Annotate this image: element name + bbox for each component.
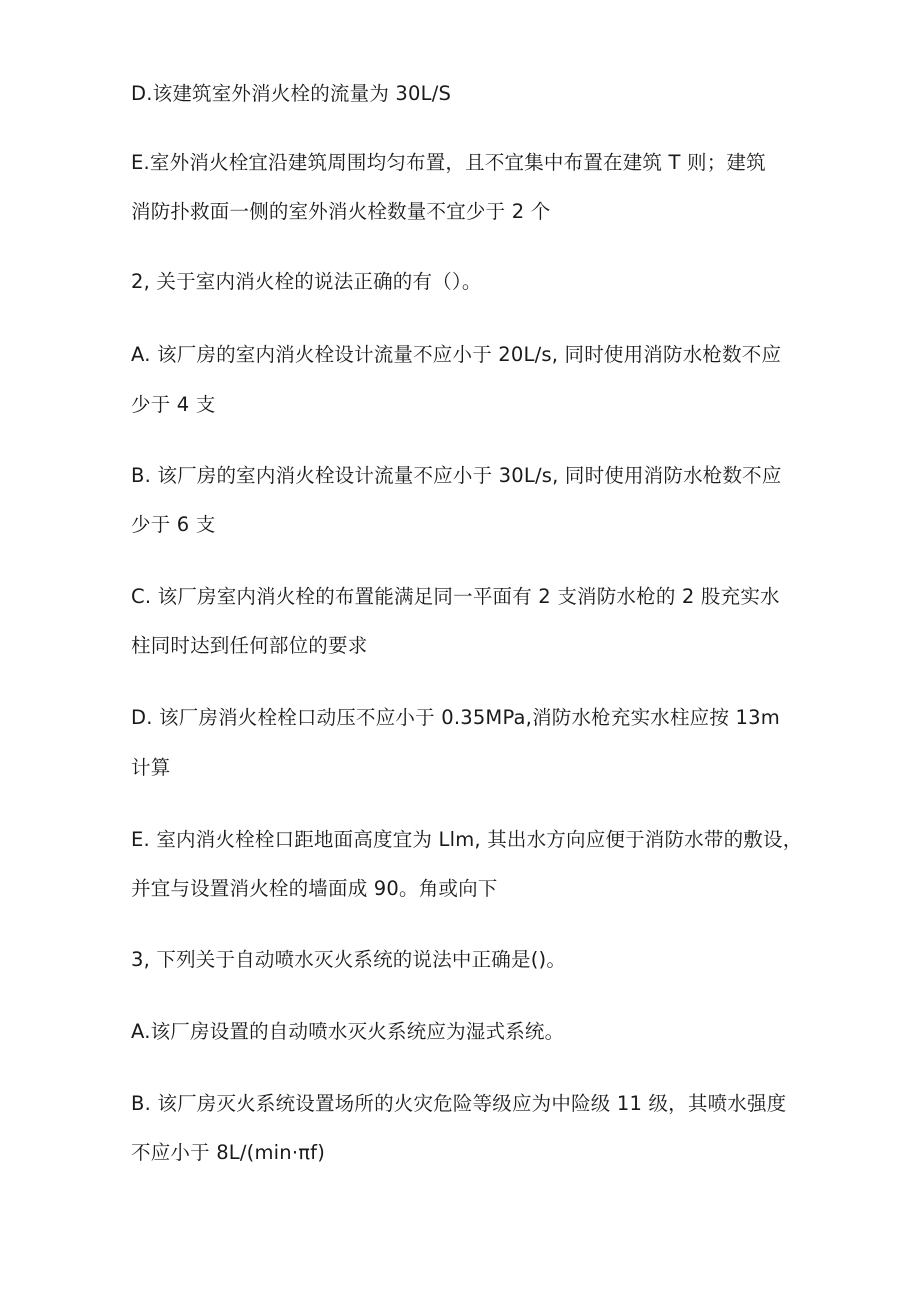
text-line-q2-option-b-cont: 少于 6 支 <box>131 513 216 536</box>
text-line-q2-option-a-cont: 少于 4 支 <box>131 393 216 416</box>
text-line-q3-option-b-cont: 不应小于 8L∕(min·πf) <box>131 1141 326 1164</box>
text-line-question-2: 2, 关于室内消火栓的说法正确的有（）。 <box>131 270 482 293</box>
text-line-q2-option-d: D. 该厂房消火栓栓口动压不应小于 0.35MPa,消防水枪充实水柱应按 13m <box>131 706 780 729</box>
text-line-q2-option-a: A. 该厂房的室内消火栓设计流量不应小于 20L∕s, 同时使用消防水枪数不应 <box>131 343 782 366</box>
text-line-option-e-outdoor-count: 消防扑救面一侧的室外消火栓数量不宜少于 2 个 <box>131 200 551 223</box>
text-line-question-3: 3, 下列关于自动喷水灭火系统的说法中正确是()。 <box>131 948 567 971</box>
text-line-q2-option-e-cont: 并宜与设置消火栓的墙面成 90。角或向下 <box>131 877 498 900</box>
text-line-q2-option-b: B. 该厂房的室内消火栓设计流量不应小于 30L∕s, 同时使用消防水枪数不应 <box>131 464 782 487</box>
text-line-q2-option-e: E. 室内消火栓栓口距地面高度宜为 Llm, 其出水方向应便于消防水带的敷设， <box>131 828 803 851</box>
text-line-q2-option-c: C. 该厂房室内消火栓的布置能满足同一平面有 2 支消防水枪的 2 股充实水 <box>131 585 780 608</box>
text-line-q2-option-c-cont: 柱同时达到任何部位的要求 <box>131 634 368 657</box>
text-line-q3-option-a: A.该厂房设置的自动喷水灭火系统应为湿式系统。 <box>131 1020 565 1043</box>
text-line-q3-option-b: B. 该厂房灭火系统设置场所的火灾危险等级应为中险级 11 级，其喷水强度 <box>131 1092 787 1115</box>
text-line-option-e-outdoor-layout: E.室外消火栓宜沿建筑周围均匀布置，且不宜集中布置在建筑 T 则；建筑 <box>131 151 766 174</box>
text-line-q2-option-d-cont: 计算 <box>131 756 171 779</box>
text-line-option-d-outdoor-flow: D.该建筑室外消火栓的流量为 30L/S <box>131 82 452 105</box>
